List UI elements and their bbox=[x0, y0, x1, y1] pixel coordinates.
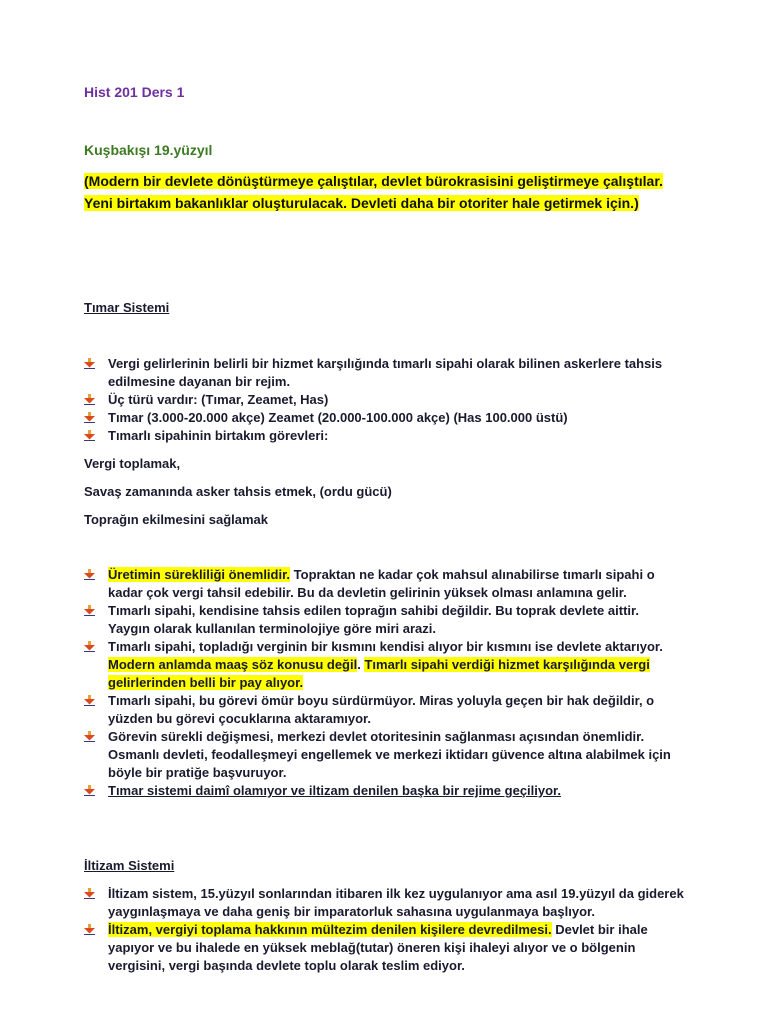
arrow-bullet-icon bbox=[84, 785, 95, 796]
list-item: Tımarlı sipahi, topladığı verginin bir kısmını kendisi alıyor bir kısmını ise devlete aktarıyor. Modern anlamda maaş söz konusu değil. Tımarlı sipahi verdiği hizmet karşılığında vergi gelirlerinden belli bir pay alıyor. bbox=[84, 638, 684, 692]
timar-list-2 bbox=[84, 566, 684, 800]
list-item: Görevin sürekli değişmesi, merkezi devlet otoritesinin sağlanması açısından önemlidir. Osmanlı devleti, feodalleşmeyi engellemek ve merkezi iktidarı güvence altına alabilmek için böyle bir pratiğe başvuruyor. bbox=[84, 728, 684, 782]
arrow-bullet-icon bbox=[84, 731, 95, 742]
intro-paragraph bbox=[84, 170, 684, 214]
arrow-bullet-icon bbox=[84, 358, 95, 369]
list-item: Tımar (3.000-20.000 akçe) Zeamet (20.000-100.000 akçe) (Has 100.000 üstü) bbox=[84, 409, 684, 427]
duty-vergi: Vergi toplamak, bbox=[84, 456, 181, 471]
arrow-bullet-icon bbox=[84, 605, 95, 616]
list-item: Tımarlı sipahi, bu görevi ömür boyu sürdürmüyor. Miras yoluyla geçen bir hak değildir, o yüzden bu görevi çocuklarına aktaramıyor. bbox=[84, 692, 684, 728]
arrow-bullet-icon bbox=[84, 924, 95, 935]
intro-text: (Modern bir devlete dönüştürmeye çalıştılar, devlet bürokrasisini geliştirmeye çalıştılar. Yeni birtakım bakanlıklar oluşturulacak. Devleti daha bir otoriter hale getirmek için.) bbox=[84, 173, 663, 211]
arrow-bullet-icon bbox=[84, 412, 95, 423]
arrow-bullet-icon bbox=[84, 695, 95, 706]
duty-savas: Savaş zamanında asker tahsis etmek, (ordu gücü) bbox=[84, 484, 392, 499]
highlight-text: Modern anlamda maaş söz konusu değil bbox=[108, 657, 358, 672]
highlight-text: Tımarlı sipahi verdiği hizmet karşılığında vergi gelirlerinden belli bir pay alıyor. bbox=[108, 657, 650, 690]
list-item: İltizam sistem, 15.yüzyıl sonlarından itibaren ilk kez uygulanıyor ama asıl 19.yüzyıl da giderek yaygınlaşmaya ve daha geniş bir imparatorluk sahasına uygulanmaya başlıyor. bbox=[84, 885, 684, 921]
arrow-bullet-icon bbox=[84, 888, 95, 899]
section-heading-timar: Tımar Sistemi bbox=[84, 300, 170, 315]
list-item: Üç türü vardır: (Tımar, Zeamet, Has) bbox=[84, 391, 684, 409]
arrow-bullet-icon bbox=[84, 430, 95, 441]
section-heading-iltizam: İltizam Sistemi bbox=[84, 858, 175, 873]
doc-title: Hist 201 Ders 1 bbox=[84, 84, 185, 100]
iltizam-list bbox=[84, 885, 684, 975]
highlight-text: İltizam, vergiyi toplama hakkının mültezim denilen kişilere devredilmesi. bbox=[108, 922, 552, 937]
list-item: İltizam, vergiyi toplama hakkının mültezim denilen kişilere devredilmesi. Devlet bir ihale yapıyor ve bu ihalede en yüksek meblağ(tutar) öneren kişi ihaleyi alıyor ve o bölgenin vergisini, vergi başında devlete toplu olarak teslim ediyor. bbox=[84, 921, 684, 975]
list-item: Tımarlı sipahinin birtakım görevleri: bbox=[84, 427, 684, 445]
arrow-bullet-icon bbox=[84, 569, 95, 580]
arrow-bullet-icon bbox=[84, 641, 95, 652]
timar-list-1 bbox=[84, 355, 684, 445]
list-item: Tımar sistemi daimî olamıyor ve iltizam denilen başka bir rejime geçiliyor. bbox=[84, 782, 684, 800]
list-item: Üretimin sürekliliği önemlidir. Topraktan ne kadar çok mahsul alınabilirse tımarlı sipahi o kadar çok vergi tahsil edebilir. Bu da devletin gelirinin yüksek olması anlamına gelir. bbox=[84, 566, 684, 602]
list-item: Vergi gelirlerinin belirli bir hizmet karşılığında tımarlı sipahi olarak bilinen askerlere tahsis edilmesine dayanan bir rejim. bbox=[84, 355, 684, 391]
highlight-text: Üretimin sürekliliği önemlidir. bbox=[108, 567, 291, 582]
arrow-bullet-icon bbox=[84, 394, 95, 405]
duty-toprak: Toprağın ekilmesini sağlamak bbox=[84, 512, 268, 527]
doc-subtitle: Kuşbakışı 19.yüzyıl bbox=[84, 142, 213, 158]
list-item: Tımarlı sipahi, kendisine tahsis edilen toprağın sahibi değildir. Bu toprak devlete aittir. Yaygın olarak kullanılan terminolojiye göre miri arazi. bbox=[84, 602, 684, 638]
